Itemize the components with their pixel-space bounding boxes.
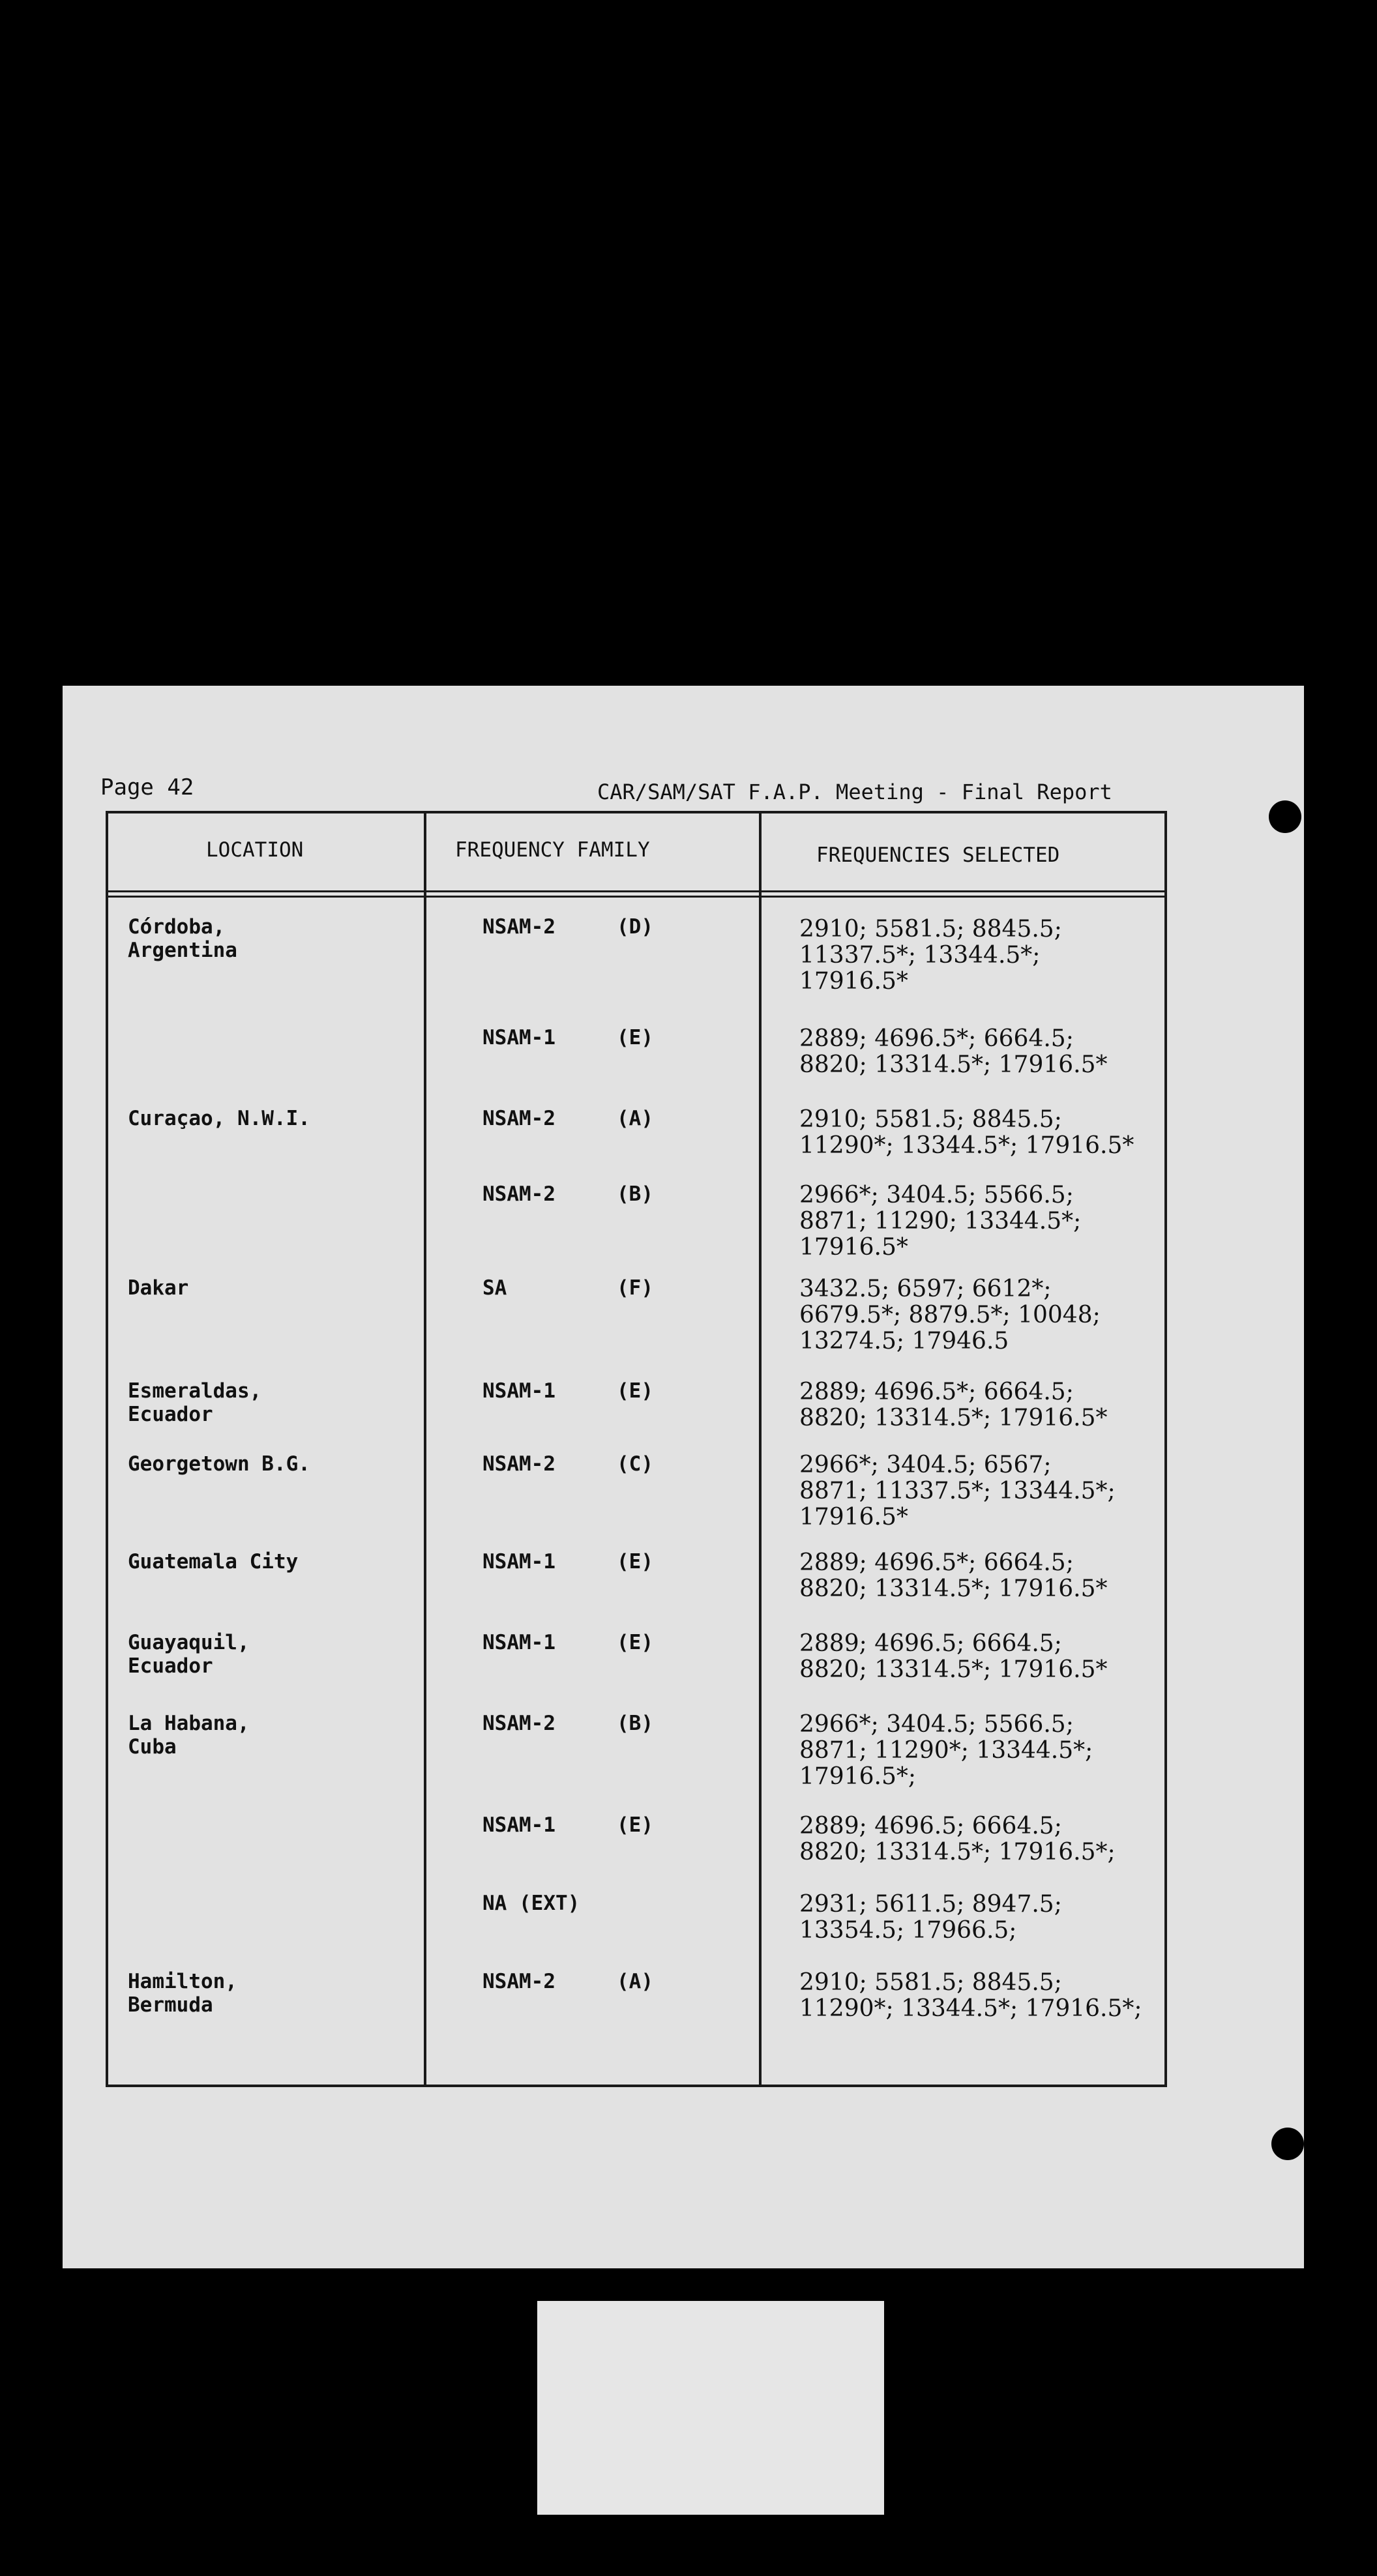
family-code-cell: (A) — [617, 1970, 653, 1993]
location-cell: Dakar — [128, 1276, 189, 1300]
frequencies-cell: 2966*; 3404.5; 5566.5; 8871; 11290*; 13344.5*; 17916.5*; — [799, 1711, 1093, 1790]
family-cell: NSAM-1 — [482, 1631, 555, 1654]
family-code-cell: (C) — [617, 1452, 653, 1476]
family-code-cell: (D) — [617, 915, 653, 939]
frequency-table — [106, 811, 1167, 2087]
family-code-cell: (E) — [617, 1550, 653, 1573]
frequencies-cell: 2889; 4696.5*; 6664.5; 8820; 13314.5*; 17916.5* — [799, 1025, 1108, 1078]
family-code-cell: (E) — [617, 1631, 653, 1654]
binder-hole-top — [1269, 800, 1301, 833]
column-divider-1 — [424, 813, 426, 2085]
location-cell: Curaçao, N.W.I. — [128, 1107, 310, 1130]
family-cell: NSAM-2 — [482, 1712, 555, 1735]
frequencies-cell: 2931; 5611.5; 8947.5; 13354.5; 17966.5; — [799, 1891, 1062, 1944]
header-rule-bottom — [108, 896, 1164, 898]
frequencies-cell: 2910; 5581.5; 8845.5; 11290*; 13344.5*; 17916.5*; — [799, 1969, 1142, 2022]
page-number: Page 42 — [100, 774, 194, 800]
header-rule-top — [108, 890, 1164, 892]
location-cell: Esmeraldas, Ecuador — [128, 1379, 262, 1426]
family-code-cell: (A) — [617, 1107, 653, 1130]
family-cell: NSAM-2 — [482, 1452, 555, 1476]
family-cell: NSAM-1 — [482, 1379, 555, 1403]
location-cell: Guayaquil, Ecuador — [128, 1631, 250, 1678]
location-cell: Córdoba, Argentina — [128, 915, 237, 962]
frequencies-cell: 2910; 5581.5; 8845.5; 11290*; 13344.5*; 17916.5* — [799, 1106, 1134, 1159]
frequencies-cell: 2889; 4696.5; 6664.5; 8820; 13314.5*; 17916.5* — [799, 1630, 1108, 1683]
frequencies-cell: 2889; 4696.5; 6664.5; 8820; 13314.5*; 17916.5*; — [799, 1813, 1116, 1866]
family-code-cell: (E) — [617, 1026, 653, 1049]
location-cell: Guatemala City — [128, 1550, 299, 1573]
frequencies-cell: 3432.5; 6597; 6612*; 6679.5*; 8879.5*; 10048; 13274.5; 17946.5 — [799, 1276, 1101, 1354]
family-cell: NSAM-1 — [482, 1550, 555, 1573]
family-cell: NSAM-1 — [482, 1026, 555, 1049]
family-code-cell: (B) — [617, 1182, 653, 1206]
family-cell: NSAM-2 — [482, 1182, 555, 1206]
frequencies-cell: 2966*; 3404.5; 6567; 8871; 11337.5*; 13344.5*; 17916.5* — [799, 1452, 1116, 1530]
family-code-cell: (F) — [617, 1276, 653, 1300]
location-cell: Georgetown B.G. — [128, 1452, 310, 1476]
family-cell: NSAM-1 — [482, 1813, 555, 1837]
family-cell: SA — [482, 1276, 507, 1300]
family-cell: NA (EXT) — [482, 1892, 580, 1915]
binder-hole-bottom — [1271, 2128, 1304, 2160]
frequencies-cell: 2966*; 3404.5; 5566.5; 8871; 11290; 13344.5*; 17916.5* — [799, 1182, 1082, 1261]
family-code-cell: (E) — [617, 1379, 653, 1403]
location-cell: La Habana, Cuba — [128, 1712, 250, 1759]
location-header: LOCATION — [206, 838, 304, 862]
family-code-cell: (E) — [617, 1813, 653, 1837]
frequency-family-header: FREQUENCY FAMILY — [455, 838, 650, 862]
frequencies-cell: 2889; 4696.5*; 6664.5; 8820; 13314.5*; 17916.5* — [799, 1379, 1108, 1431]
blank-card — [537, 2301, 884, 2515]
family-cell: NSAM-2 — [482, 915, 555, 939]
family-code-cell: (B) — [617, 1712, 653, 1735]
frequencies-cell: 2910; 5581.5; 8845.5; 11337.5*; 13344.5*; 17916.5* — [799, 916, 1062, 995]
family-cell: NSAM-2 — [482, 1970, 555, 1993]
frequencies-cell: 2889; 4696.5*; 6664.5; 8820; 13314.5*; 17916.5* — [799, 1549, 1108, 1602]
frequencies-selected-header: FREQUENCIES SELECTED — [816, 843, 1060, 867]
location-cell: Hamilton, Bermuda — [128, 1970, 237, 2017]
family-cell: NSAM-2 — [482, 1107, 555, 1130]
report-title: CAR/SAM/SAT F.A.P. Meeting - Final Report — [597, 780, 1112, 804]
column-divider-2 — [759, 813, 762, 2085]
